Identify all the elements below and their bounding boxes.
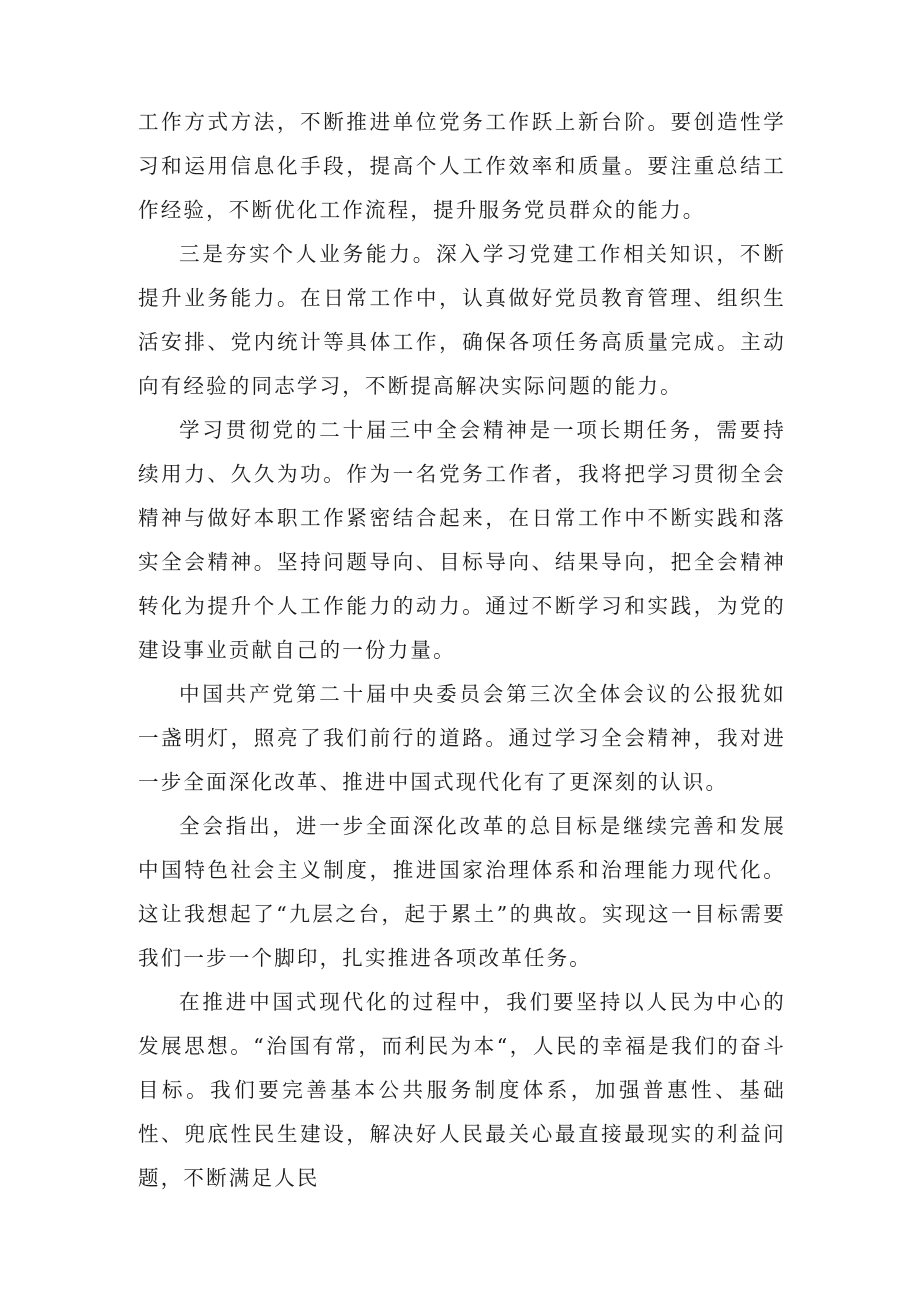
document-body xyxy=(138,100,786,1200)
paragraph-6: 在推进中国式现代化的过程中，我们要坚持以人民为中心的发展思想。“治国有常，而利民为本“，人民的幸福是我们的奋斗目标。我们要完善基本公共服务制度体系，加强普惠性、基础性、兜底性民生建设，解决好人民最关心最直接最现实的利益问题，不断满足人民 xyxy=(138,990,786,1190)
paragraph-1: 工作方式方法，不断推进单位党务工作跃上新台阶。要创造性学习和运用信息化手段，提高个人工作效率和质量。要注重总结工作经验，不断优化工作流程，提升服务党员群众的能力。 xyxy=(138,110,786,222)
paragraph-2: 三是夯实个人业务能力。深入学习党建工作相关知识，不断提升业务能力。在日常工作中，认真做好党员教育管理、组织生活安排、党内统计等具体工作，确保各项任务高质量完成。主动向有经验的同志学习，不断提高解决实际问题的能力。 xyxy=(138,242,786,398)
paragraph-3: 学习贯彻党的二十届三中全会精神是一项长期任务，需要持续用力、久久为功。作为一名党务工作者，我将把学习贯彻全会精神与做好本职工作紧密结合起来，在日常工作中不断实践和落实全会精神。坚持问题导向、目标导向、结果导向，把全会精神转化为提升个人工作能力的动力。通过不断学习和实践，为党的建设事业贡献自己的一份力量。 xyxy=(138,418,786,662)
paragraph-4: 中国共产党第二十届中央委员会第三次全体会议的公报犹如一盏明灯，照亮了我们前行的道路。通过学习全会精神，我对进一步全面深化改革、推进中国式现代化有了更深刻的认识。 xyxy=(138,682,786,794)
paragraph-5: 全会指出，进一步全面深化改革的总目标是继续完善和发展中国特色社会主义制度，推进国家治理体系和治理能力现代化。这让我想起了“九层之台，起于累土”的典故。实现这一目标需要我们一步一个脚印，扎实推进各项改革任务。 xyxy=(138,814,786,970)
